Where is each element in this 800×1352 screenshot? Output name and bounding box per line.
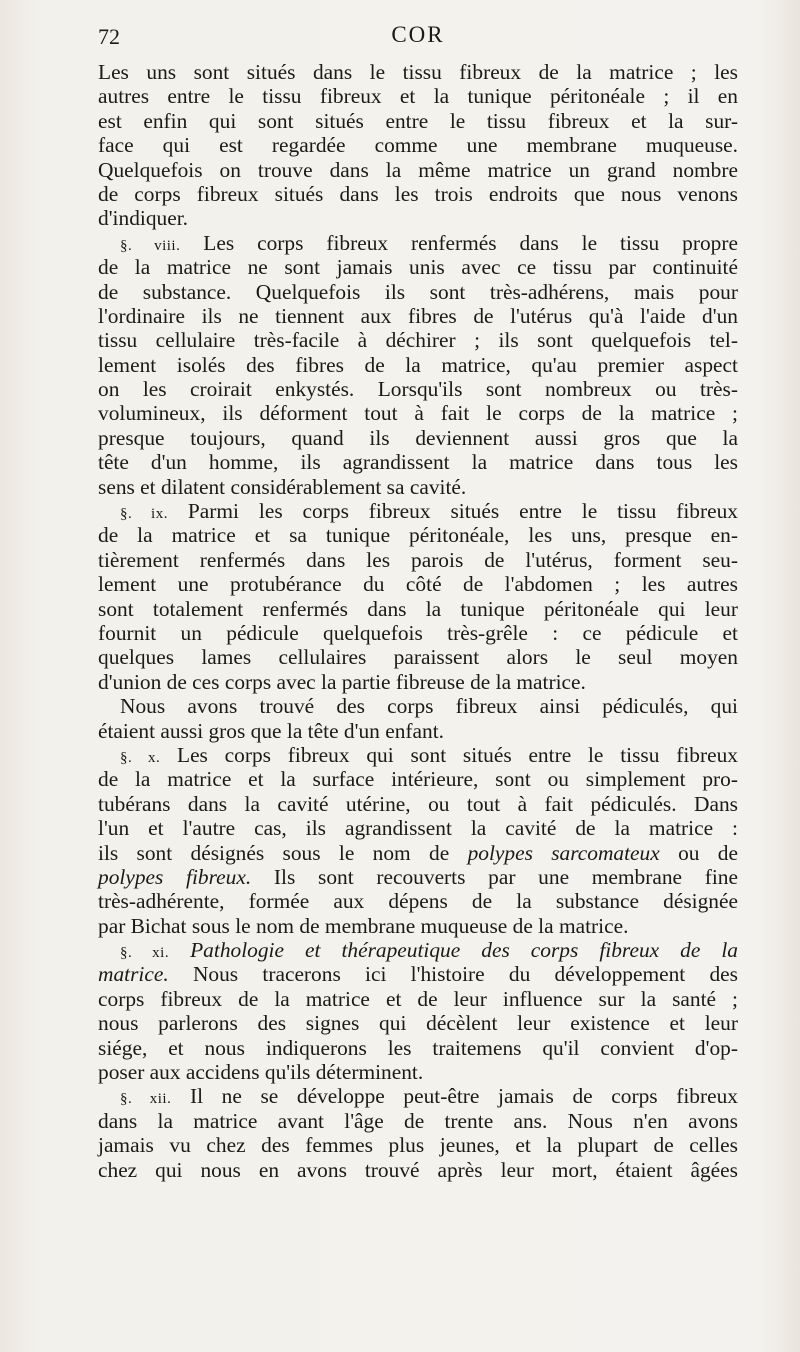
section-number: §. ix. bbox=[120, 506, 168, 523]
text-line: d'union de ces corps avec la partie fibreuse de la matrice. bbox=[98, 669, 586, 694]
text-line: tièrement renfermés dans les parois de l'utérus, forment seu- bbox=[98, 547, 738, 572]
text-line: de substance. Quelquefois ils sont très-adhérens, mais pour bbox=[98, 279, 738, 304]
text-line: siége, et nous indiquerons les traitemens qu'il convient d'op- bbox=[98, 1035, 738, 1060]
text-line: presque toujours, quand ils deviennent aussi gros que la bbox=[98, 425, 738, 450]
section-number: §. viii. bbox=[120, 237, 181, 254]
section-x-first-line: §. x. Les corps fibreux qui sont situés entre le tissu fibreux bbox=[120, 742, 738, 767]
text-line: très-adhérente, formée aux dépens de la substance désignée bbox=[98, 889, 738, 914]
text-line: de la matrice ne sont jamais unis avec ce tissu par continuité bbox=[98, 255, 738, 280]
text-line: fournit un pédicule quelquefois très-grêle : ce pédicule et bbox=[98, 620, 738, 645]
text-line: est enfin qui sont situés entre le tissu fibreux et la sur- bbox=[98, 108, 738, 133]
section-xi-first-line bbox=[98, 938, 738, 962]
text-line: ils sont désignés sous le nom de polypes sarcomateux ou de bbox=[98, 840, 738, 865]
text-line: d'indiquer. bbox=[98, 206, 189, 231]
text-line: par Bichat sous le nom de membrane muqueuse de la matrice. bbox=[98, 913, 629, 938]
text-line: dans la matrice avant l'âge de trente ans. Nous n'en avons bbox=[98, 1108, 738, 1133]
text-line: matrice. Nous tracerons ici l'histoire du développement des bbox=[98, 962, 738, 987]
text-line: l'ordinaire ils ne tiennent aux fibres de l'utérus qu'à l'aide d'un bbox=[98, 303, 738, 328]
text-line: lement une protubérance du côté de l'abdomen ; les autres bbox=[98, 572, 738, 597]
running-head: COR bbox=[391, 22, 445, 47]
text-line: volumineux, ils déforment tout à fait le corps de la matrice ; bbox=[98, 401, 738, 426]
section-xii-first-line: §. xii. Il ne se développe peut-être jamais de corps fibreux bbox=[120, 1084, 738, 1109]
section-number: §. x. bbox=[120, 749, 161, 766]
text-line: de la matrice et la surface intérieure, sont ou simplement pro- bbox=[98, 767, 738, 792]
text-line: lement isolés des fibres de la matrice, qu'au premier aspect bbox=[98, 352, 738, 377]
text-line: tête d'un homme, ils agrandissent la matrice dans tous les bbox=[98, 450, 738, 475]
text-line: jamais vu chez des femmes plus jeunes, et la plupart de celles bbox=[98, 1133, 738, 1158]
section-title: Pathologie et thérapeutique des corps fibreux de la bbox=[190, 938, 738, 963]
section-ix-first-line: §. ix. Parmi les corps fibreux situés entre le tissu fibreux bbox=[120, 499, 738, 524]
text-line: on les croirait enkystés. Lorsqu'ils sont nombreux ou très- bbox=[98, 377, 738, 402]
text-line: sont totalement renfermés dans la tunique péritonéale qui leur bbox=[98, 596, 738, 621]
text-line: de corps fibreux situés dans les trois endroits que nous venons bbox=[98, 181, 738, 206]
text-line: Nous avons trouvé des corps fibreux ainsi pédiculés, qui bbox=[120, 694, 738, 719]
section-number: §. xii. bbox=[120, 1091, 172, 1108]
page-number: 72 bbox=[98, 24, 120, 49]
text-line: face qui est regardée comme une membrane muqueuse. bbox=[98, 133, 738, 158]
text-line: l'un et l'autre cas, ils agrandissent la cavité de la matrice : bbox=[98, 816, 738, 841]
section-title: matrice. bbox=[98, 962, 169, 987]
text-line: quelques lames cellulaires paraissent alors le seul moyen bbox=[98, 645, 738, 670]
text-line: de la matrice et sa tunique péritonéale, les uns, presque en- bbox=[98, 523, 738, 548]
text-line: chez qui nous en avons trouvé après leur mort, étaient âgées bbox=[98, 1157, 738, 1182]
italic-term: polypes fibreux. bbox=[98, 864, 252, 889]
text-line: corps fibreux de la matrice et de leur influence sur la santé ; bbox=[98, 986, 738, 1011]
page-header bbox=[98, 22, 738, 56]
text-line: nous parlerons des signes qui décèlent leur existence et leur bbox=[98, 1011, 738, 1036]
body-text bbox=[98, 60, 738, 1182]
italic-term: polypes sarcomateux bbox=[467, 840, 660, 865]
section-viii-first-line: §. viii. Les corps fibreux renfermés dans le tissu propre bbox=[120, 230, 738, 255]
text-line: polypes fibreux. Ils sont recouverts par une membrane fine bbox=[98, 864, 738, 889]
text-line: tissu cellulaire très-facile à déchirer ; ils sont quelquefois tel- bbox=[98, 328, 738, 353]
section-number: §. xi. bbox=[120, 945, 170, 962]
text-line: poser aux accidens qu'ils déterminent. bbox=[98, 1060, 424, 1085]
text-line: Quelquefois on trouve dans la même matrice un grand nombre bbox=[98, 157, 738, 182]
text-line: tubérans dans la cavité utérine, ou tout à fait pédiculés. Dans bbox=[98, 791, 738, 816]
text-line: Les uns sont situés dans le tissu fibreux de la matrice ; les bbox=[98, 60, 738, 84]
text-line: étaient aussi gros que la tête d'un enfant. bbox=[98, 718, 444, 743]
text-line: sens et dilatent considérablement sa cavité. bbox=[98, 474, 467, 499]
text-line: autres entre le tissu fibreux et la tunique péritonéale ; il en bbox=[98, 84, 738, 109]
